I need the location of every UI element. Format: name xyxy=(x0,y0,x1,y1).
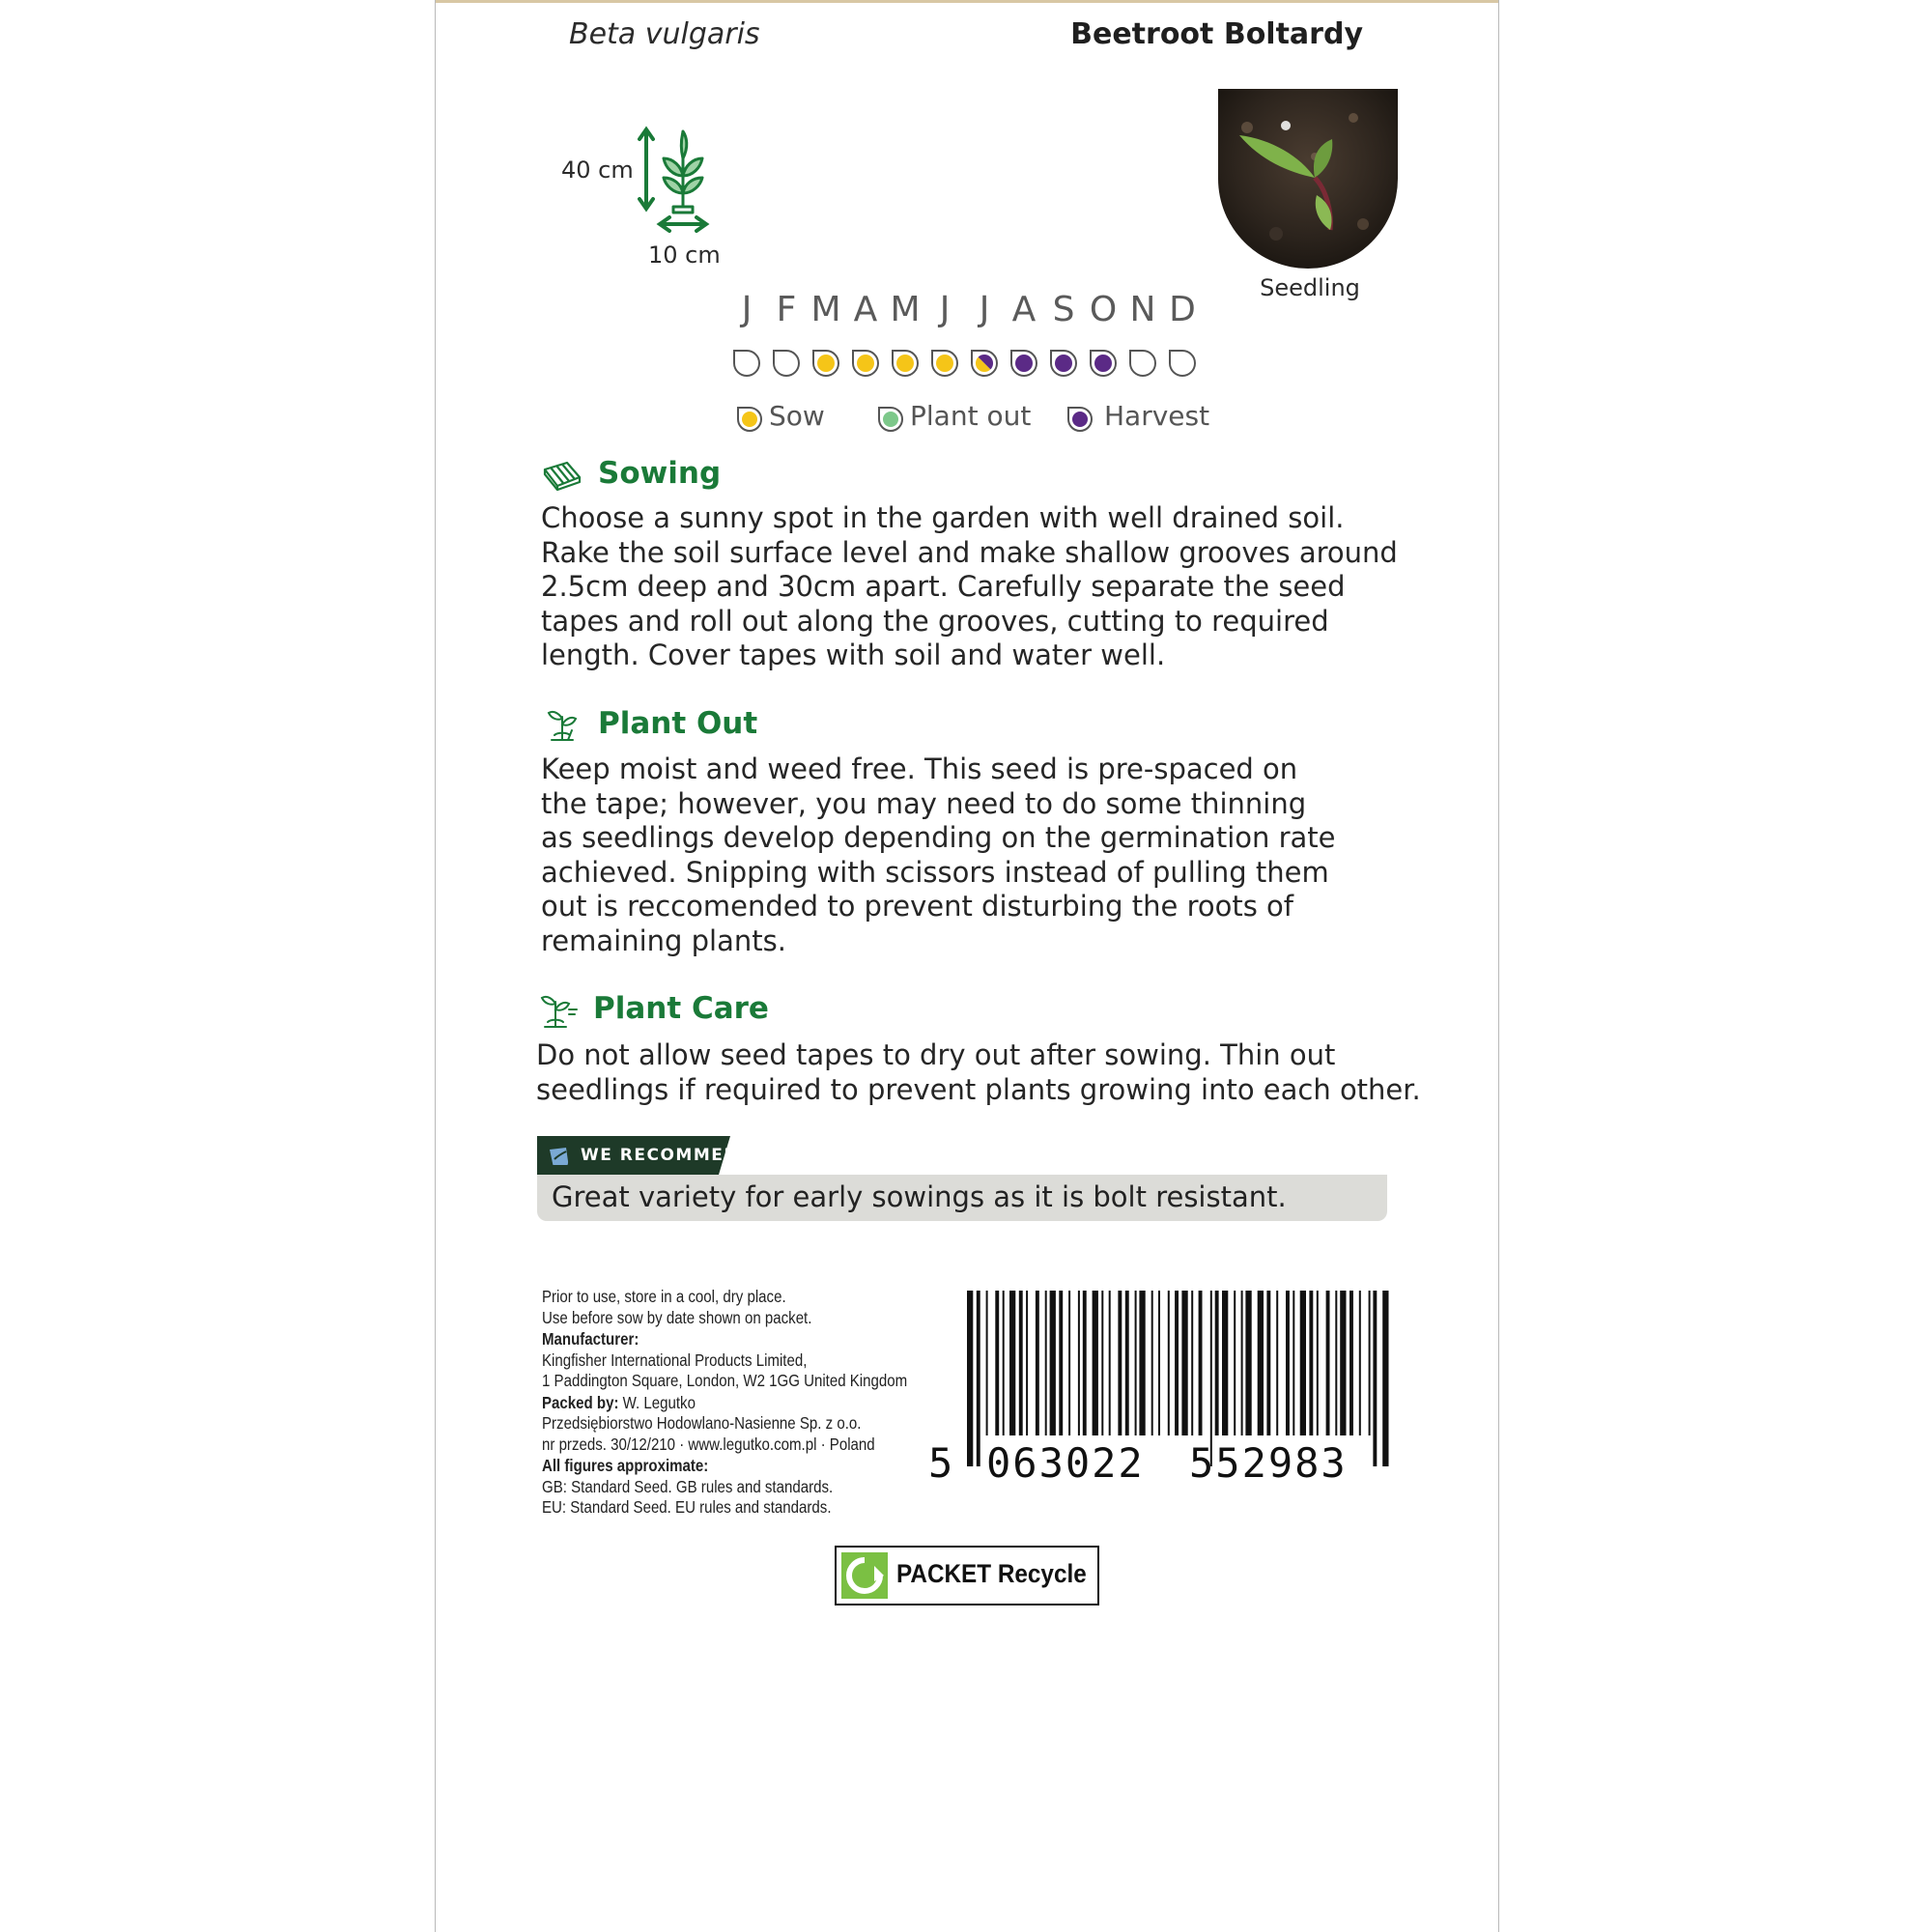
recommend-label: WE RECOMMEND: xyxy=(581,1146,762,1165)
calendar-drop xyxy=(1170,351,1195,376)
barcode-bar xyxy=(1335,1291,1337,1435)
text-line: Do not allow seed tapes to dry out after sowing. Thin out xyxy=(536,1038,1336,1071)
barcode-bar xyxy=(1317,1291,1319,1435)
product-name: Beetroot Boltardy xyxy=(1070,17,1363,51)
barcode-bar xyxy=(1036,1291,1039,1435)
barcode-bar xyxy=(1222,1291,1228,1435)
sowing-text xyxy=(541,501,1398,673)
calendar-drop xyxy=(972,351,997,376)
calendar-drop xyxy=(932,351,957,376)
manufacturer-label: Manufacturer: xyxy=(542,1329,639,1349)
barcode-bar xyxy=(1009,1291,1015,1435)
text-line: achieved. Snipping with scissors instead of pulling them xyxy=(541,855,1329,889)
harvest-legend-label: Harvest xyxy=(1104,400,1210,432)
calendar-drop xyxy=(774,351,799,376)
calendar-drop xyxy=(734,351,759,376)
spacing-label: 10 cm xyxy=(648,242,721,269)
month-label: J xyxy=(979,290,990,329)
recommend-text: Great variety for early sowings as it is bolt resistant. xyxy=(552,1180,1287,1213)
barcode-bar xyxy=(1139,1291,1145,1435)
standards-line: GB: Standard Seed. GB rules and standards. xyxy=(542,1476,834,1496)
barcode-bar xyxy=(1050,1291,1056,1435)
figures-label: All figures approximate: xyxy=(542,1456,709,1475)
barcode-bar xyxy=(1125,1291,1129,1435)
text-line: Keep moist and weed free. This seed is pre-spaced on xyxy=(541,753,1298,785)
plant-care-title: Plant Care xyxy=(593,991,769,1026)
month-label: D xyxy=(1169,290,1196,329)
storage-line: Use before sow by date shown on packet. xyxy=(542,1307,812,1327)
barcode-bar xyxy=(1369,1291,1371,1435)
text-line: the tape; however, you may need to do some thinning xyxy=(541,786,1307,820)
seed-tray-icon xyxy=(542,460,582,491)
manufacturer-line: Kingfisher International Products Limited, xyxy=(542,1350,808,1370)
barcode-bar xyxy=(1300,1291,1306,1435)
barcode-bar xyxy=(1191,1291,1193,1435)
month-label: J xyxy=(741,290,753,329)
barcode-bar xyxy=(1215,1291,1219,1435)
barcode-bar xyxy=(1276,1291,1278,1435)
standards-line: EU: Standard Seed. EU rules and standards. xyxy=(542,1497,832,1517)
barcode-bar xyxy=(1326,1291,1330,1435)
barcode-bar xyxy=(1059,1291,1063,1435)
barcode-bar xyxy=(1109,1291,1111,1435)
barcode-bar xyxy=(1045,1291,1047,1435)
sowing-title: Sowing xyxy=(598,456,722,491)
seedling-photo xyxy=(1218,89,1398,269)
barcode-bar xyxy=(1003,1291,1005,1435)
seed-packet-back xyxy=(435,0,1499,1932)
barcode-bar xyxy=(1245,1291,1251,1435)
sow-legend-icon xyxy=(734,404,765,435)
barcode-bar xyxy=(1151,1291,1153,1435)
month-label: F xyxy=(776,290,797,329)
text-line: seedlings if required to prevent plants growing into each other. xyxy=(536,1072,1421,1106)
calendar-drop xyxy=(1051,351,1076,376)
barcode-bar xyxy=(1135,1291,1137,1435)
barcode-bar xyxy=(977,1291,980,1466)
barcode-bar xyxy=(1373,1291,1377,1466)
barcode-bar xyxy=(1019,1291,1023,1435)
barcode-bar xyxy=(1309,1291,1313,1435)
barcode-bar xyxy=(1083,1291,1087,1435)
packed-line: Przedsiębiorstwo Hodowlano-Nasienne Sp. z o.o. xyxy=(542,1413,862,1433)
seedling-icon xyxy=(546,705,579,744)
plant-out-legend-label: Plant out xyxy=(910,400,1032,432)
barcode-bar xyxy=(1266,1291,1270,1435)
text-line: tapes and roll out along the grooves, cutting to required xyxy=(541,604,1329,638)
watering-plant-icon xyxy=(540,990,579,1031)
calendar-drop xyxy=(853,351,878,376)
month-label: M xyxy=(810,290,841,329)
calendar-drop xyxy=(813,351,838,376)
barcode-bar xyxy=(1258,1291,1264,1435)
seedling-caption: Seedling xyxy=(1260,274,1360,301)
packed-label: Packed by: xyxy=(542,1392,619,1412)
barcode-bar xyxy=(1068,1291,1070,1435)
text-line: out is reccomended to prevent disturbing the roots of xyxy=(541,890,1293,923)
barcode-bar xyxy=(986,1291,988,1435)
packed-line: nr przeds. 30/12/210 · www.legutko.com.pl · Poland xyxy=(542,1434,875,1454)
barcode-bar xyxy=(1118,1291,1122,1435)
barcode-right-digits: 552983 xyxy=(1189,1439,1348,1487)
storage-line: Prior to use, store in a cool, dry place. xyxy=(542,1287,786,1306)
leaf-icon xyxy=(547,1146,572,1165)
text-line: Choose a sunny spot in the garden with well drained soil. xyxy=(541,501,1345,534)
barcode-bar xyxy=(1093,1291,1098,1435)
month-label: O xyxy=(1089,290,1118,329)
barcode-bar xyxy=(1293,1291,1294,1435)
recycle-icon xyxy=(841,1552,888,1599)
month-label: S xyxy=(1052,290,1075,329)
month-label: J xyxy=(939,290,951,329)
calendar-drop xyxy=(1130,351,1155,376)
month-label: N xyxy=(1129,290,1156,329)
top-border xyxy=(436,0,1498,3)
barcode-bar xyxy=(1158,1291,1160,1435)
barcode-bar xyxy=(1026,1291,1028,1435)
calendar-drop xyxy=(1091,351,1116,376)
month-label: A xyxy=(1011,290,1037,329)
barcode-bar xyxy=(1350,1291,1353,1435)
text-line: remaining plants. xyxy=(541,923,786,957)
text-line: Rake the soil surface level and make shallow grooves around xyxy=(541,535,1398,569)
manufacturer-line: 1 Paddington Square, London, W2 1GG United Kingdom xyxy=(542,1371,908,1390)
barcode-bar xyxy=(1359,1291,1361,1435)
sow-legend-label: Sow xyxy=(769,400,825,432)
height-label: 40 cm xyxy=(561,156,634,184)
plant-out-text xyxy=(541,753,1336,958)
barcode-bar xyxy=(1286,1291,1290,1435)
text-line: length. Cover tapes with soil and water well. xyxy=(541,639,1166,671)
barcode-first-digit: 5 xyxy=(928,1439,955,1487)
barcode-bar xyxy=(1101,1291,1103,1435)
packet-recycle-badge xyxy=(835,1546,1099,1605)
barcode-bar xyxy=(1168,1291,1170,1435)
info-block xyxy=(542,1287,907,1519)
calendar-months xyxy=(436,290,1498,338)
barcode-left-digits: 063022 xyxy=(986,1439,1145,1487)
barcode-bar xyxy=(1199,1291,1203,1435)
barcode-bar xyxy=(1241,1291,1243,1435)
packed-name: W. Legutko xyxy=(622,1392,696,1412)
barcode-bar xyxy=(1078,1291,1080,1435)
text-line: as seedlings develop depending on the germination rate xyxy=(541,821,1336,854)
barcode-bar xyxy=(967,1291,973,1466)
barcode-bar xyxy=(1181,1291,1187,1435)
barcode-bar xyxy=(1234,1291,1236,1435)
harvest-legend-icon xyxy=(1065,404,1095,435)
barcode-bar xyxy=(1340,1291,1346,1435)
calendar-drop xyxy=(893,351,918,376)
plant-size-icon xyxy=(635,124,712,238)
calendar-drops xyxy=(436,344,1498,383)
barcode-bar xyxy=(1175,1291,1179,1435)
recycle-text: PACKET Recycle xyxy=(896,1559,1087,1588)
plant-out-legend-icon xyxy=(875,404,906,435)
month-label: M xyxy=(890,290,921,329)
barcode-bar xyxy=(1382,1291,1388,1466)
text-line: 2.5cm deep and 30cm apart. Carefully separate the seed xyxy=(541,570,1346,603)
calendar-drop xyxy=(1011,351,1037,376)
latin-name: Beta vulgaris xyxy=(569,17,760,51)
month-label: A xyxy=(853,290,878,329)
plant-care-text xyxy=(536,1038,1421,1107)
barcode-bar xyxy=(995,1291,999,1435)
plant-out-title: Plant Out xyxy=(598,706,758,741)
